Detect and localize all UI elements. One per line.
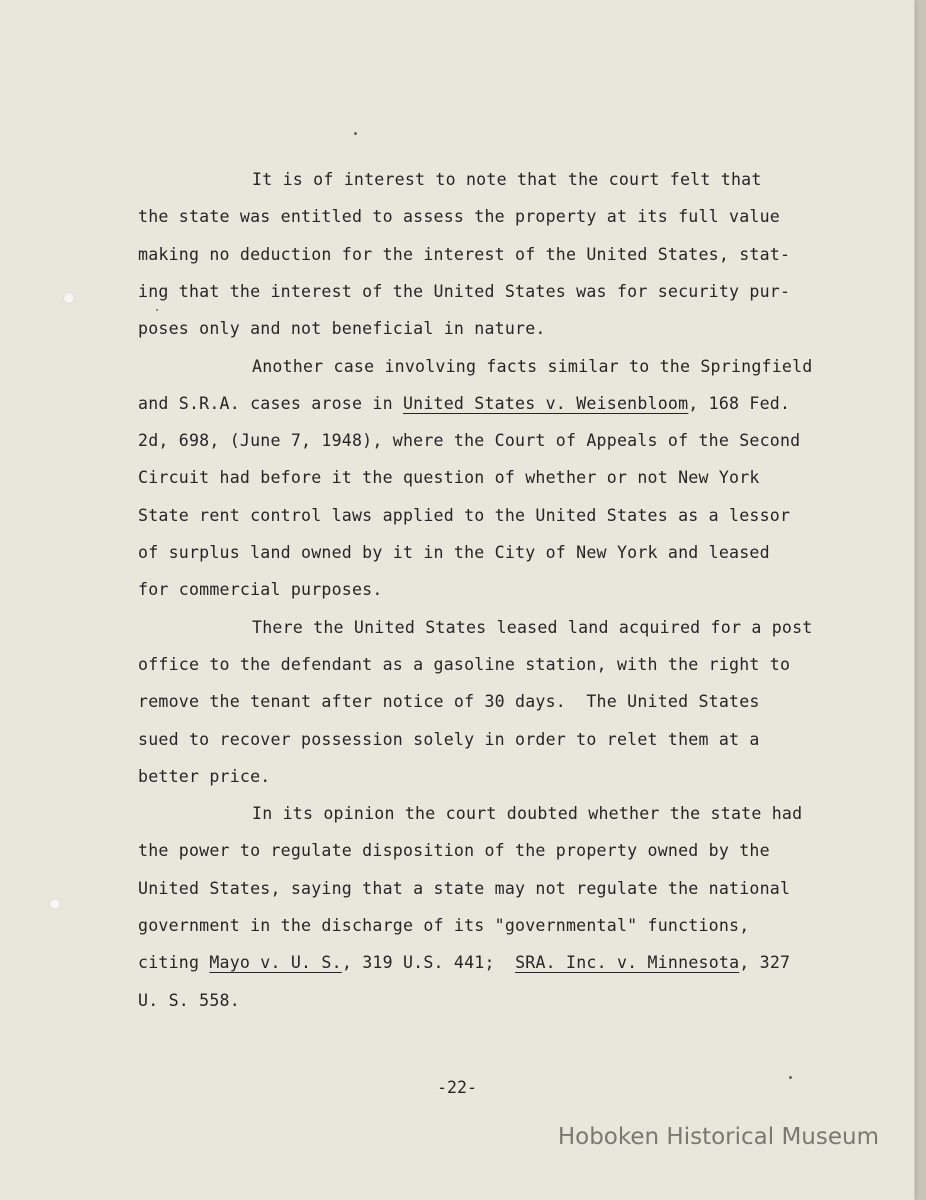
text-run: making no deduction for the interest of the United States, stat- (138, 244, 791, 264)
text-line (138, 916, 749, 936)
text-run: poses only and not beneficial in nature. (138, 319, 546, 339)
text-run: office to the defendant as a gasoline station, with the right to (138, 654, 791, 674)
text-run: ing that the interest of the United States was for security pur- (138, 281, 791, 301)
text-run: Another case involving facts similar to the Springfield (252, 356, 813, 376)
text-run: There the United States leased land acquired for a post (252, 617, 813, 637)
text-line (138, 282, 790, 302)
text-line (138, 394, 790, 414)
text-run: 2d, 698, (June 7, 1948), where the Court of Appeals of the Second (138, 431, 801, 451)
text-run: and S.R.A. cases arose in (138, 393, 403, 413)
page-number: -22- (437, 1078, 477, 1097)
text-line (138, 319, 546, 339)
text-line (138, 879, 790, 899)
text-run: the state was entitled to assess the property at its full value (138, 207, 780, 227)
text-run: , 327 (739, 953, 791, 973)
text-line (138, 245, 790, 265)
museum-watermark: Hoboken Historical Museum (557, 1124, 879, 1150)
text-run: citing (138, 953, 210, 973)
text-run: U. S. 558. (138, 990, 240, 1010)
text-line (252, 357, 812, 377)
case-citation: SRA. Inc. v. Minnesota (515, 953, 740, 973)
text-run: It is of interest to note that the court felt that (252, 170, 762, 189)
text-run: of surplus land owned by it in the City of New York and leased (138, 543, 770, 562)
text-line (138, 953, 790, 973)
text-line (138, 543, 770, 563)
text-run: remove the tenant after notice of 30 days. The United States (138, 692, 760, 712)
text-run: In its opinion the court doubted whether the state had (252, 804, 803, 824)
page-edge (914, 0, 926, 1200)
text-run: better price. (138, 766, 271, 786)
text-line (138, 991, 240, 1011)
text-line (252, 170, 762, 190)
text-run: State rent control laws applied to the United States as a lessor (138, 505, 791, 525)
text-run: sued to recover possession solely in order to relet them at a (138, 729, 760, 749)
case-citation: United States v. Weisenbloom (402, 393, 689, 413)
text-line (138, 506, 790, 526)
text-run: for commercial purposes. (138, 580, 383, 600)
text-run: the power to regulate disposition of the property owned by the (138, 841, 770, 861)
text-line (138, 841, 770, 861)
text-line (138, 207, 780, 227)
text-line (138, 655, 790, 675)
text-line (252, 618, 812, 638)
text-line (252, 804, 802, 824)
text-line (138, 431, 800, 451)
text-line (138, 468, 760, 488)
text-run: government in the discharge of its "governmental" functions, (138, 916, 750, 935)
text-line (138, 692, 760, 712)
text-run: United States, saying that a state may not regulate the national (138, 878, 791, 898)
text-run: , 319 U.S. 441; (341, 953, 516, 973)
text-run: , 168 Fed. (688, 393, 791, 413)
text-line (138, 730, 760, 750)
text-line (138, 767, 270, 787)
text-line (138, 580, 383, 600)
text-run: Circuit had before it the question of whether or not New York (138, 468, 760, 488)
case-citation: Mayo v. U. S. (209, 953, 342, 973)
